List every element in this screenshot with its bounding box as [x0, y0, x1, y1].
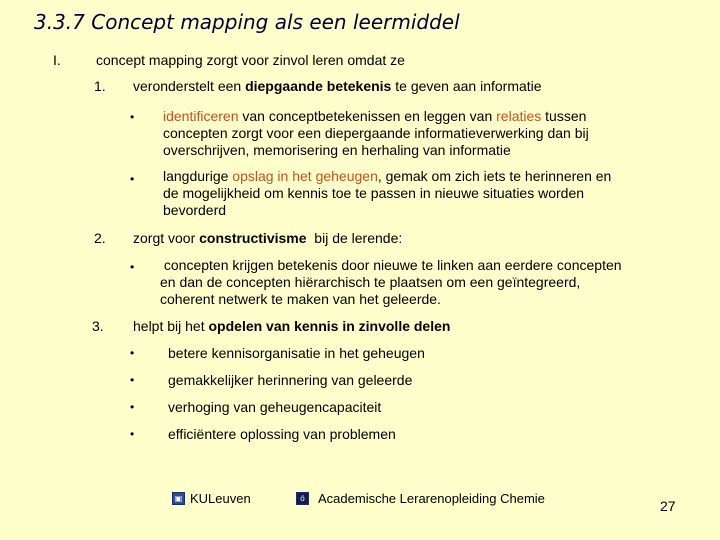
- item-3-pre: helpt bij het: [133, 318, 209, 334]
- bullet-line: overschrijven, memorisering en herhaling van informatie: [163, 142, 511, 158]
- text: van conceptbetekenissen en leggen van: [238, 108, 497, 124]
- bullet-icon: •: [130, 373, 135, 387]
- text: tussen: [541, 108, 587, 124]
- item-1-number: 1.: [94, 78, 106, 94]
- bullet-line: [163, 168, 611, 185]
- item-3-bullet-4: efficiëntere oplossing van problemen: [168, 426, 396, 442]
- item-1-bullet-1: [163, 108, 589, 159]
- item-1-bullet-2: [163, 168, 611, 219]
- item-2-bold: constructivisme: [199, 230, 307, 246]
- bullet-icon: •: [130, 172, 135, 186]
- item-3-heading: [133, 318, 450, 334]
- item-2-number: 2.: [94, 230, 106, 246]
- item-3-number: 3.: [92, 318, 104, 334]
- item-3-bullet-3: verhoging van geheugencapaciteit: [168, 399, 382, 415]
- bullet-line: coherent netwerk te maken van het geleerde.: [160, 291, 441, 307]
- highlight-relaties: relaties: [496, 108, 542, 124]
- bullet-icon: •: [130, 427, 135, 441]
- bullet-line: de mogelijkheid om kennis toe te passen in nieuwe situaties worden: [163, 185, 585, 201]
- text: , gemak om zich iets te herinneren en: [377, 168, 612, 184]
- item-2-bullet-1: [160, 257, 622, 308]
- bullet-line: en dan de concepten hiërarchisch te plaatsen om een geïntegreerd,: [160, 274, 581, 290]
- item-3-bullet-1: betere kennisorganisatie in het geheugen: [168, 345, 425, 361]
- item-3-bullet-2: gemakkelijker herinnering van geleerde: [168, 372, 413, 388]
- item-1-heading: [133, 78, 542, 94]
- slide-title: 3.3.7 Concept mapping als een leermiddel: [34, 10, 460, 34]
- bullet-line: concepten krijgen betekenis door nieuwe te linken aan eerdere concepten: [160, 257, 622, 273]
- bullet-line: bevorderd: [163, 202, 227, 218]
- page-number: 27: [660, 498, 676, 514]
- footer-kuleuven: KULeuven: [190, 491, 251, 506]
- level1-text: concept mapping zorgt voor zinvol leren omdat ze: [96, 52, 405, 68]
- highlight-identificeren: identificeren: [163, 108, 239, 124]
- item-1-post: te geven aan informatie: [391, 78, 542, 94]
- bullet-line: [163, 108, 589, 125]
- item-2-heading: [133, 230, 402, 246]
- item-3-bold: opdelen van kennis in zinvolle delen: [208, 318, 451, 334]
- highlight-opslag: opslag in het geheugen: [232, 168, 378, 184]
- item-1-pre: veronderstelt een: [133, 78, 246, 94]
- text: langdurige: [163, 168, 233, 184]
- academic-logo-icon: ó: [296, 492, 309, 505]
- bullet-icon: •: [130, 260, 135, 274]
- item-1-bold: diepgaande betekenis: [245, 78, 392, 94]
- item-2-post: bij de lerende:: [306, 230, 403, 246]
- bullet-icon: •: [130, 400, 135, 414]
- bullet-icon: •: [130, 110, 135, 124]
- footer-academic: Academische Lerarenopleiding Chemie: [318, 491, 545, 506]
- bullet-icon: •: [130, 346, 135, 360]
- kuleuven-logo-icon: ▣: [172, 492, 185, 505]
- bullet-line: concepten zorgt voor een diepergaande informatieverwerking dan bij: [163, 125, 589, 141]
- item-2-pre: zorgt voor: [133, 230, 200, 246]
- roman-marker: I.: [53, 52, 61, 68]
